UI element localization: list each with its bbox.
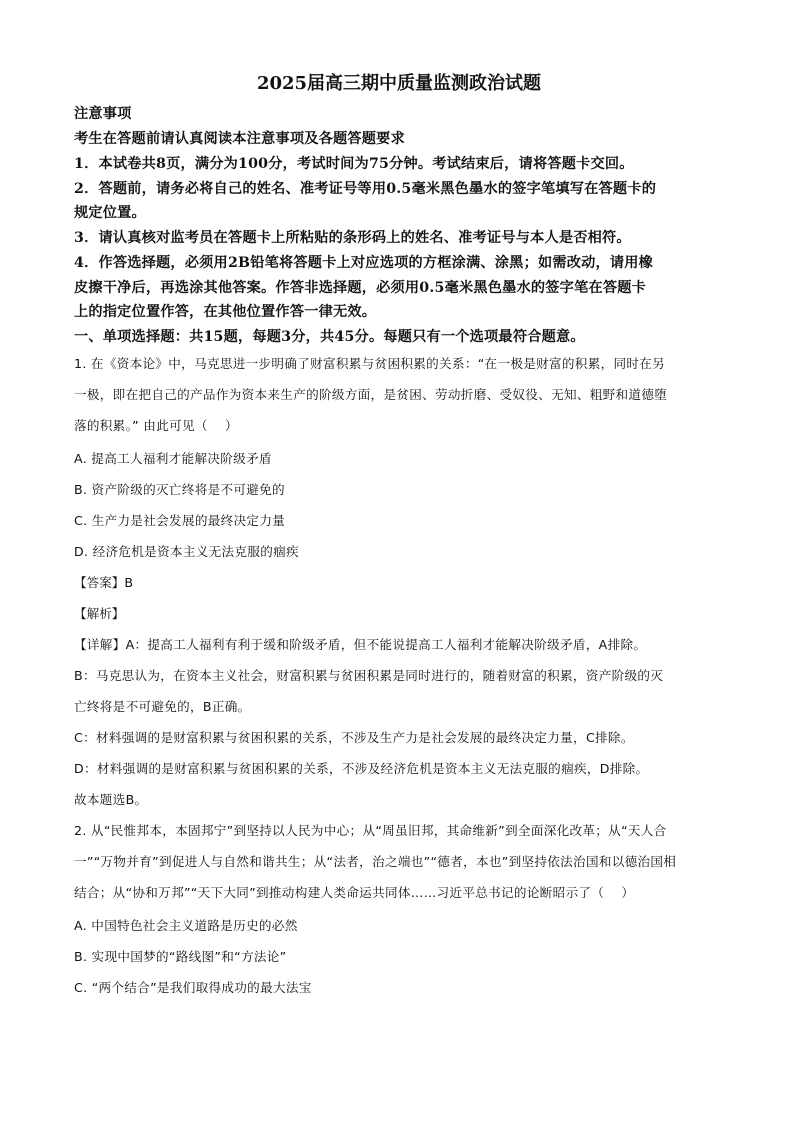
notice-line-4-cont2: 上的指定位置作答，在其他位置作答一律无效。 [74,304,377,320]
question-1-option-b: B. 资产阶级的灭亡终将是不可避免的 [74,482,285,497]
question-2-stem-line-3: 结合；从“协和万邦”“天下大同”到推动构建人类命运共同体……习近平总书记的论断昭示了（ ） [74,885,635,900]
notice-line-2: 2．答题前，请务必将自己的姓名、准考证号等用0.5毫米黑色墨水的签字笔填写在答题卡的 [74,181,657,197]
notice-line-4: 4．作答选择题，必须用2B铅笔将答题卡上对应选项的方框涂满、涂黑；如需改动，请用橡 [74,255,654,271]
question-1-analysis-label: 【解析】 [74,606,125,621]
question-1-option-a: A. 提高工人福利才能解决阶级矛盾 [74,451,272,466]
answer-label: 【答案】 [74,575,125,590]
notice-line-3: 3．请认真核对监考员在答题卡上所粘贴的条形码上的姓名、准考证号与本人是否相符。 [74,230,631,246]
question-2-option-a: A. 中国特色社会主义道路是历史的必然 [74,918,298,933]
question-1-detail-line-5: D：材料强调的是财富积累与贫困积累的关系，不涉及经济危机是资本主义无法克服的痼疾，D排除。 [74,761,649,776]
notice-line-4-cont: 皮擦干净后，再选涂其他答案。作答非选择题，必须用0.5毫米黑色墨水的签字笔在答题卡 [74,280,647,296]
section-heading: 一、单项选择题：共15题，每题3分，共45分。每题只有一个选项最符合题意。 [74,329,585,345]
question-1-detail-line-4: C：材料强调的是财富积累与贫困积累的关系，不涉及生产力是社会发展的最终决定力量，C排除。 [74,730,634,745]
question-1-stem-line-2: 一极，即在把自己的产品作为资本来生产的阶级方面，是贫困、劳动折磨、受奴役、无知、粗野和道德堕 [74,387,668,402]
question-1-answer [74,573,133,593]
question-1-detail-line-2: B：马克思认为，在资本主义社会，财富积累与贫困积累是同时进行的，随着财富的积累，资产阶级的灭 [74,668,664,683]
question-1-detail-line-3: 亡终将是不可避免的，B正确。 [74,699,251,714]
question-2-stem-line-2: 一”“万物并育”到促进人与自然和谐共生；从“法者，治之端也”“德者，本也”到坚持依法治国和以德治国相 [74,854,677,869]
question-2-stem-line-1: 2. 从“民惟邦本，本固邦宁”到坚持以人民为中心；从“周虽旧邦，其命维新”到全面深化改革；从“天人合 [74,823,667,838]
notice-heading: 注意事项 [74,106,132,122]
question-1-detail-line-1: 【详解】A：提高工人福利有利于缓和阶级矛盾，但不能说提高工人福利才能解决阶级矛盾，A排除。 [74,637,647,652]
question-1-stem-line-3: 落的积累。” 由此可见（ ） [74,418,238,433]
notice-line-2-cont: 规定位置。 [74,205,146,221]
notice-intro: 考生在答题前请认真阅读本注意事项及各题答题要求 [74,131,405,147]
question-2-option-b: B. 实现中国梦的“路线图”和“方法论” [74,949,287,964]
question-2-option-c: C. “两个结合”是我们取得成功的最大法宝 [74,980,312,995]
page-title: 2025届高三期中质量监测政治试题 [256,73,542,94]
question-1-option-c: C. 生产力是社会发展的最终决定力量 [74,513,286,528]
question-1-stem-line-1: 1. 在《资本论》中，马克思进一步明确了财富积累与贫困积累的关系：“在一极是财富的积累，同时在另 [74,356,666,371]
question-1-option-d: D. 经济危机是资本主义无法克服的痼疾 [74,544,299,559]
answer-value: B [124,575,134,590]
notice-line-1: 1．本试卷共8页，满分为100分，考试时间为75分钟。考试结束后，请将答题卡交回。 [74,156,634,172]
question-1-conclusion: 故本题选B。 [74,792,148,807]
